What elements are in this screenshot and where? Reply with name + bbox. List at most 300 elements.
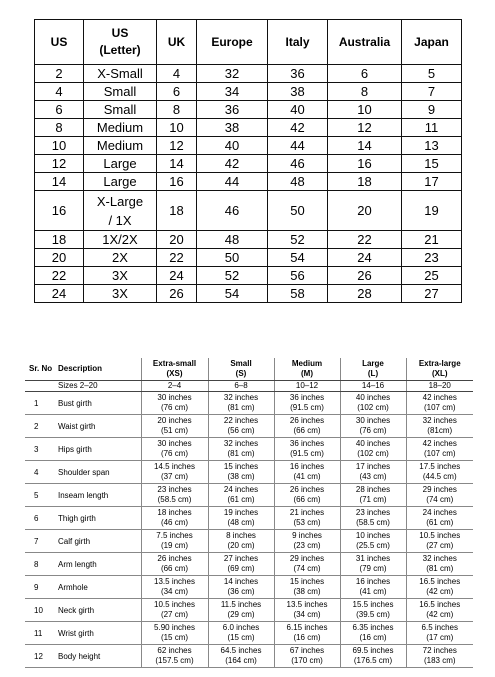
value-inches: 13.5 inches: [286, 600, 328, 609]
measurement-value-cell: [274, 599, 340, 622]
value-inches: 16 inches: [289, 462, 325, 471]
measurement-value-cell: [208, 415, 274, 438]
size-table-cell: 25: [402, 267, 462, 285]
measurement-value-cell: [274, 622, 340, 645]
measurement-value-cell: [141, 415, 208, 438]
size-table-cell: 2: [35, 65, 84, 83]
size-table-cell: 21: [402, 231, 462, 249]
row-number: 2: [25, 415, 54, 438]
size-table-cell: 9: [402, 101, 462, 119]
size-table-cell: 16: [157, 173, 197, 191]
size-table-row: [35, 191, 462, 231]
size-table-cell: 22: [157, 249, 197, 267]
size-table-cell: 15: [402, 155, 462, 173]
size-table-cell: 22: [328, 231, 402, 249]
value-inches: 19 inches: [223, 508, 259, 517]
value-cm: (79 cm): [359, 564, 387, 573]
size-table-cell: 26: [328, 267, 402, 285]
measurement-value-cell: [340, 415, 406, 438]
measurement-row: [25, 622, 473, 645]
size-table-cell: 3X: [84, 285, 157, 303]
value-inches: 14.5 inches: [154, 462, 195, 471]
measurement-row: [25, 461, 473, 484]
value-cm: (19 cm): [160, 541, 189, 550]
value-cm: (17 cm): [426, 633, 454, 642]
measurement-value-cell: [406, 392, 473, 415]
measurement-value-cell: [406, 415, 473, 438]
value-cm: (81 cm): [227, 403, 255, 412]
value-cm: (38 cm): [293, 587, 321, 596]
value-cm: (27 cm): [160, 610, 189, 619]
value-inches: 17.5 inches: [419, 462, 461, 471]
size-table-cell: 19: [402, 191, 462, 231]
value-inches: 32 inches: [422, 416, 457, 425]
value-inches: 40 inches: [355, 439, 391, 448]
row-number: 9: [25, 576, 54, 599]
value-inches: 13.5 inches: [154, 577, 195, 586]
size-table-cell: 14: [328, 137, 402, 155]
size-table-cell: 14: [35, 173, 84, 191]
measurement-value-cell: [340, 645, 406, 668]
size-table-cell: 10: [35, 137, 84, 155]
size-table-cell: 56: [268, 267, 328, 285]
measurement-description: Inseam length: [54, 484, 141, 507]
measurement-value-cell: [208, 599, 274, 622]
value-inches: 10.5 inches: [154, 600, 195, 609]
measurement-value-cell: [274, 530, 340, 553]
size-table-row: [35, 119, 462, 137]
col-size-m-header: Medium (M): [274, 358, 340, 381]
size-table-cell: Medium: [84, 119, 157, 137]
size-range-xs: 2–4: [141, 381, 208, 392]
measurement-row: [25, 484, 473, 507]
value-cm: (102 cm): [357, 449, 389, 458]
row-number: 7: [25, 530, 54, 553]
size-table-cell: 54: [197, 285, 268, 303]
measurement-value-cell: [340, 507, 406, 530]
measurement-value-cell: [141, 599, 208, 622]
measurement-value-cell: [208, 622, 274, 645]
size-table-cell: 52: [268, 231, 328, 249]
value-inches: 6.5 inches: [421, 623, 458, 632]
value-inches: 8 inches: [226, 531, 256, 540]
size-conversion-table: [34, 19, 462, 303]
value-inches: 42 inches: [422, 393, 457, 402]
size-table-cell: 38: [268, 83, 328, 101]
size-table-cell: 13: [402, 137, 462, 155]
measurement-description: Bust girth: [54, 392, 141, 415]
size-table-cell: 4: [157, 65, 197, 83]
size-table-cell: 42: [197, 155, 268, 173]
value-cm: (29 cm): [227, 610, 255, 619]
measurement-value-cell: [340, 553, 406, 576]
measurement-row: [25, 507, 473, 530]
value-cm: (107 cm): [423, 449, 456, 458]
size-table-cell: 4: [35, 83, 84, 101]
value-cm: (69 cm): [227, 564, 255, 573]
measurement-value-cell: [274, 507, 340, 530]
value-inches: 24 inches: [223, 485, 259, 494]
size-table-cell: 44: [268, 137, 328, 155]
value-cm: (102 cm): [357, 403, 389, 412]
size-table-cell: 24: [328, 249, 402, 267]
value-cm: (53 cm): [293, 518, 321, 527]
measurement-row: [25, 645, 473, 668]
measurement-value-cell: [340, 576, 406, 599]
value-cm: (46 cm): [160, 518, 189, 527]
value-inches: 28 inches: [355, 485, 391, 494]
value-inches: 7.5 inches: [156, 531, 193, 540]
value-cm: (25.5 cm): [356, 541, 390, 550]
value-cm: (170 cm): [291, 656, 323, 665]
value-inches: 15 inches: [223, 462, 259, 471]
value-cm: (37 cm): [160, 472, 189, 481]
measurement-value-cell: [274, 645, 340, 668]
measurement-value-cell: [406, 530, 473, 553]
value-inches: 23 inches: [157, 485, 192, 494]
measurement-value-cell: [406, 622, 473, 645]
measurement-value-cell: [340, 622, 406, 645]
measurement-value-cell: [406, 553, 473, 576]
measurement-row: [25, 553, 473, 576]
value-inches: 20 inches: [157, 416, 192, 425]
measurement-value-cell: [208, 553, 274, 576]
measurement-value-cell: [274, 438, 340, 461]
size-table-cell: 34: [197, 83, 268, 101]
size-table-row: [35, 101, 462, 119]
value-inches: 22 inches: [223, 416, 259, 425]
col-size-xs-header: Extra-small (XS): [141, 358, 208, 381]
measurement-value-cell: [208, 645, 274, 668]
size-range-label: Sizes 2–20: [54, 381, 141, 392]
row-number: 3: [25, 438, 54, 461]
value-inches: 29 inches: [289, 554, 325, 563]
measurement-value-cell: [406, 461, 473, 484]
size-table-cell: 28: [328, 285, 402, 303]
value-inches: 67 inches: [289, 646, 325, 655]
size-table-cell: 1X/2X: [84, 231, 157, 249]
measurement-description: Waist girth: [54, 415, 141, 438]
value-cm: (34 cm): [160, 587, 189, 596]
measurement-value-cell: [141, 392, 208, 415]
size-table-cell: 12: [328, 119, 402, 137]
size-table-cell: 58: [268, 285, 328, 303]
value-cm: (58.5 cm): [157, 495, 192, 504]
value-inches: 62 inches: [157, 646, 192, 655]
value-cm: (76 cm): [160, 403, 189, 412]
value-cm: (23 cm): [293, 541, 321, 550]
value-inches: 36 inches: [289, 393, 325, 402]
row-number: 1: [25, 392, 54, 415]
size-table-row: [35, 65, 462, 83]
row-number: 12: [25, 645, 54, 668]
value-inches: 6.0 inches: [222, 623, 260, 632]
size-table-cell: Small: [84, 101, 157, 119]
size-table-cell: 17: [402, 173, 462, 191]
measurement-value-cell: [141, 553, 208, 576]
size-col-header: UK: [157, 20, 197, 65]
measurement-description: Armhole: [54, 576, 141, 599]
value-inches: 21 inches: [289, 508, 325, 517]
value-inches: 40 inches: [355, 393, 391, 402]
size-table-cell: X-Large / 1X: [84, 191, 157, 231]
value-inches: 14 inches: [223, 577, 259, 586]
size-table-cell: 20: [157, 231, 197, 249]
size-table-row: [35, 137, 462, 155]
size-col-header: Italy: [268, 20, 328, 65]
value-inches: 10.5 inches: [419, 531, 461, 540]
value-cm: (81 cm): [426, 564, 454, 573]
col-size-xl-header: Extra-large (XL): [406, 358, 473, 381]
size-table-cell: 46: [197, 191, 268, 231]
value-cm: (42 cm): [426, 587, 454, 596]
size-table-cell: 52: [197, 267, 268, 285]
value-cm: (74 cm): [426, 495, 454, 504]
measure-table-header-row: [25, 358, 473, 381]
value-inches: 27 inches: [223, 554, 259, 563]
measurement-value-cell: [406, 645, 473, 668]
measurement-value-cell: [274, 461, 340, 484]
measurement-value-cell: [406, 484, 473, 507]
size-table-cell: 20: [35, 249, 84, 267]
value-cm: (16 cm): [293, 633, 321, 642]
measurement-value-cell: [141, 645, 208, 668]
value-cm: (48 cm): [227, 518, 255, 527]
value-inches: 11.5 inches: [220, 600, 262, 609]
size-table-cell: 10: [328, 101, 402, 119]
measurement-value-cell: [274, 553, 340, 576]
value-cm: (38 cm): [227, 472, 255, 481]
size-table-row: [35, 83, 462, 101]
size-table-cell: 18: [35, 231, 84, 249]
size-table-cell: Small: [84, 83, 157, 101]
value-inches: 69.5 inches: [352, 646, 394, 655]
size-table-cell: 8: [35, 119, 84, 137]
row-number: 4: [25, 461, 54, 484]
value-inches: 26 inches: [289, 485, 325, 494]
size-table-row: [35, 173, 462, 191]
size-table-row: [35, 267, 462, 285]
value-cm: (183 cm): [423, 656, 456, 665]
row-number: 11: [25, 622, 54, 645]
measurement-description: Neck girth: [54, 599, 141, 622]
size-range-s: 6–8: [208, 381, 274, 392]
value-cm: (39.5 cm): [356, 610, 390, 619]
value-inches: 72 inches: [422, 646, 457, 655]
measurement-description: Wrist girth: [54, 622, 141, 645]
col-srno-header: Sr. No: [25, 358, 54, 381]
value-inches: 23 inches: [355, 508, 391, 517]
size-range-m: 10–12: [274, 381, 340, 392]
size-table-cell: 23: [402, 249, 462, 267]
size-table-cell: 54: [268, 249, 328, 267]
measurement-row: [25, 392, 473, 415]
value-cm: (61 cm): [426, 518, 454, 527]
value-inches: 26 inches: [157, 554, 192, 563]
size-table-cell: 50: [197, 249, 268, 267]
measurement-row: [25, 599, 473, 622]
col-description-header: Description: [54, 358, 141, 381]
size-col-header: Australia: [328, 20, 402, 65]
size-table-cell: 44: [197, 173, 268, 191]
size-table-cell: 38: [197, 119, 268, 137]
value-inches: 6.15 inches: [286, 623, 328, 632]
row-number: 8: [25, 553, 54, 576]
value-cm: (71 cm): [359, 495, 387, 504]
size-table-cell: 40: [197, 137, 268, 155]
value-cm: (76 cm): [160, 449, 189, 458]
value-inches: 6.35 inches: [352, 623, 394, 632]
measurement-value-cell: [141, 576, 208, 599]
value-cm: (34 cm): [293, 610, 321, 619]
size-col-header: Europe: [197, 20, 268, 65]
size-table-cell: 18: [328, 173, 402, 191]
value-inches: 64.5 inches: [220, 646, 262, 655]
size-table-cell: 32: [197, 65, 268, 83]
measurement-row: [25, 530, 473, 553]
measurement-row: [25, 438, 473, 461]
measurement-value-cell: [274, 392, 340, 415]
value-cm: (157.5 cm): [155, 656, 194, 665]
size-table-cell: 40: [268, 101, 328, 119]
size-table-cell: 48: [268, 173, 328, 191]
value-cm: (91.5 cm): [290, 449, 324, 458]
size-table-cell: 6: [35, 101, 84, 119]
size-table-cell: 11: [402, 119, 462, 137]
value-inches: 30 inches: [157, 439, 192, 448]
measurement-value-cell: [208, 530, 274, 553]
value-cm: (36 cm): [227, 587, 255, 596]
size-table-cell: X-Small: [84, 65, 157, 83]
size-table-cell: 6: [157, 83, 197, 101]
body-measurement-table: [25, 358, 473, 668]
size-table-cell: 36: [268, 65, 328, 83]
value-inches: 9 inches: [292, 531, 322, 540]
col-size-s-header: Small (S): [208, 358, 274, 381]
size-table-cell: 20: [328, 191, 402, 231]
value-cm: (56 cm): [227, 426, 255, 435]
value-cm: (27 cm): [426, 541, 454, 550]
value-inches: 42 inches: [422, 439, 457, 448]
value-cm: (61 cm): [227, 495, 255, 504]
size-range-row: [25, 381, 473, 392]
measurement-row: [25, 415, 473, 438]
size-table-cell: 22: [35, 267, 84, 285]
value-inches: 26 inches: [289, 416, 325, 425]
value-cm: (81cm): [427, 426, 453, 435]
value-inches: 30 inches: [157, 393, 192, 402]
value-inches: 29 inches: [422, 485, 457, 494]
value-inches: 16.5 inches: [419, 577, 461, 586]
size-table-cell: 27: [402, 285, 462, 303]
value-cm: (15 cm): [160, 633, 189, 642]
size-table-cell: 42: [268, 119, 328, 137]
size-range-l: 14–16: [340, 381, 406, 392]
size-table-cell: 8: [328, 83, 402, 101]
size-table-header-row: [35, 20, 462, 65]
measurement-value-cell: [208, 484, 274, 507]
size-col-header: US (Letter): [84, 20, 157, 65]
value-cm: (91.5 cm): [290, 403, 324, 412]
measurement-value-cell: [340, 392, 406, 415]
size-table-cell: 8: [157, 101, 197, 119]
size-table-cell: 6: [328, 65, 402, 83]
measurement-value-cell: [406, 599, 473, 622]
value-inches: 15.5 inches: [352, 600, 394, 609]
size-table-row: [35, 249, 462, 267]
row-number: 6: [25, 507, 54, 530]
measurement-value-cell: [141, 622, 208, 645]
value-cm: (66 cm): [293, 495, 321, 504]
value-inches: 18 inches: [157, 508, 192, 517]
measurement-value-cell: [274, 576, 340, 599]
value-cm: (58.5 cm): [356, 518, 390, 527]
measurement-value-cell: [340, 461, 406, 484]
measurement-value-cell: [208, 438, 274, 461]
value-cm: (76 cm): [359, 426, 387, 435]
measurement-row: [25, 576, 473, 599]
size-table-row: [35, 155, 462, 173]
measurement-value-cell: [406, 438, 473, 461]
size-col-header: Japan: [402, 20, 462, 65]
size-table-cell: 5: [402, 65, 462, 83]
measurement-value-cell: [340, 599, 406, 622]
size-table-cell: 12: [35, 155, 84, 173]
value-cm: (176.5 cm): [353, 656, 393, 665]
size-table-cell: 14: [157, 155, 197, 173]
measurement-description: Body height: [54, 645, 141, 668]
measurement-value-cell: [274, 415, 340, 438]
row-number: 10: [25, 599, 54, 622]
measurement-value-cell: [141, 484, 208, 507]
value-cm: (15 cm): [227, 633, 255, 642]
value-cm: (74 cm): [293, 564, 321, 573]
size-table-cell: 24: [35, 285, 84, 303]
value-inches: 32 inches: [223, 439, 259, 448]
value-inches: 16 inches: [355, 577, 391, 586]
value-cm: (66 cm): [293, 426, 321, 435]
measurement-description: Arm length: [54, 553, 141, 576]
size-table-cell: 16: [328, 155, 402, 173]
value-cm: (16 cm): [359, 633, 387, 642]
value-inches: 15 inches: [289, 577, 325, 586]
measurement-value-cell: [340, 438, 406, 461]
value-inches: 32 inches: [422, 554, 457, 563]
size-table-row: [35, 285, 462, 303]
measurement-value-cell: [406, 576, 473, 599]
size-table-row: [35, 231, 462, 249]
value-cm: (41 cm): [293, 472, 321, 481]
measurement-value-cell: [274, 484, 340, 507]
size-table-cell: 24: [157, 267, 197, 285]
size-table-cell: 26: [157, 285, 197, 303]
value-inches: 16.5 inches: [419, 600, 461, 609]
value-cm: (66 cm): [160, 564, 189, 573]
value-cm: (107 cm): [423, 403, 456, 412]
measurement-value-cell: [141, 530, 208, 553]
size-table-cell: 48: [197, 231, 268, 249]
value-inches: 10 inches: [355, 531, 391, 540]
size-table-cell: 2X: [84, 249, 157, 267]
measurement-value-cell: [208, 576, 274, 599]
size-table-cell: 50: [268, 191, 328, 231]
size-table-cell: 10: [157, 119, 197, 137]
size-table-cell: Large: [84, 173, 157, 191]
size-table-cell: 46: [268, 155, 328, 173]
row-number: 5: [25, 484, 54, 507]
measurement-description: Shoulder span: [54, 461, 141, 484]
value-inches: 32 inches: [223, 393, 259, 402]
